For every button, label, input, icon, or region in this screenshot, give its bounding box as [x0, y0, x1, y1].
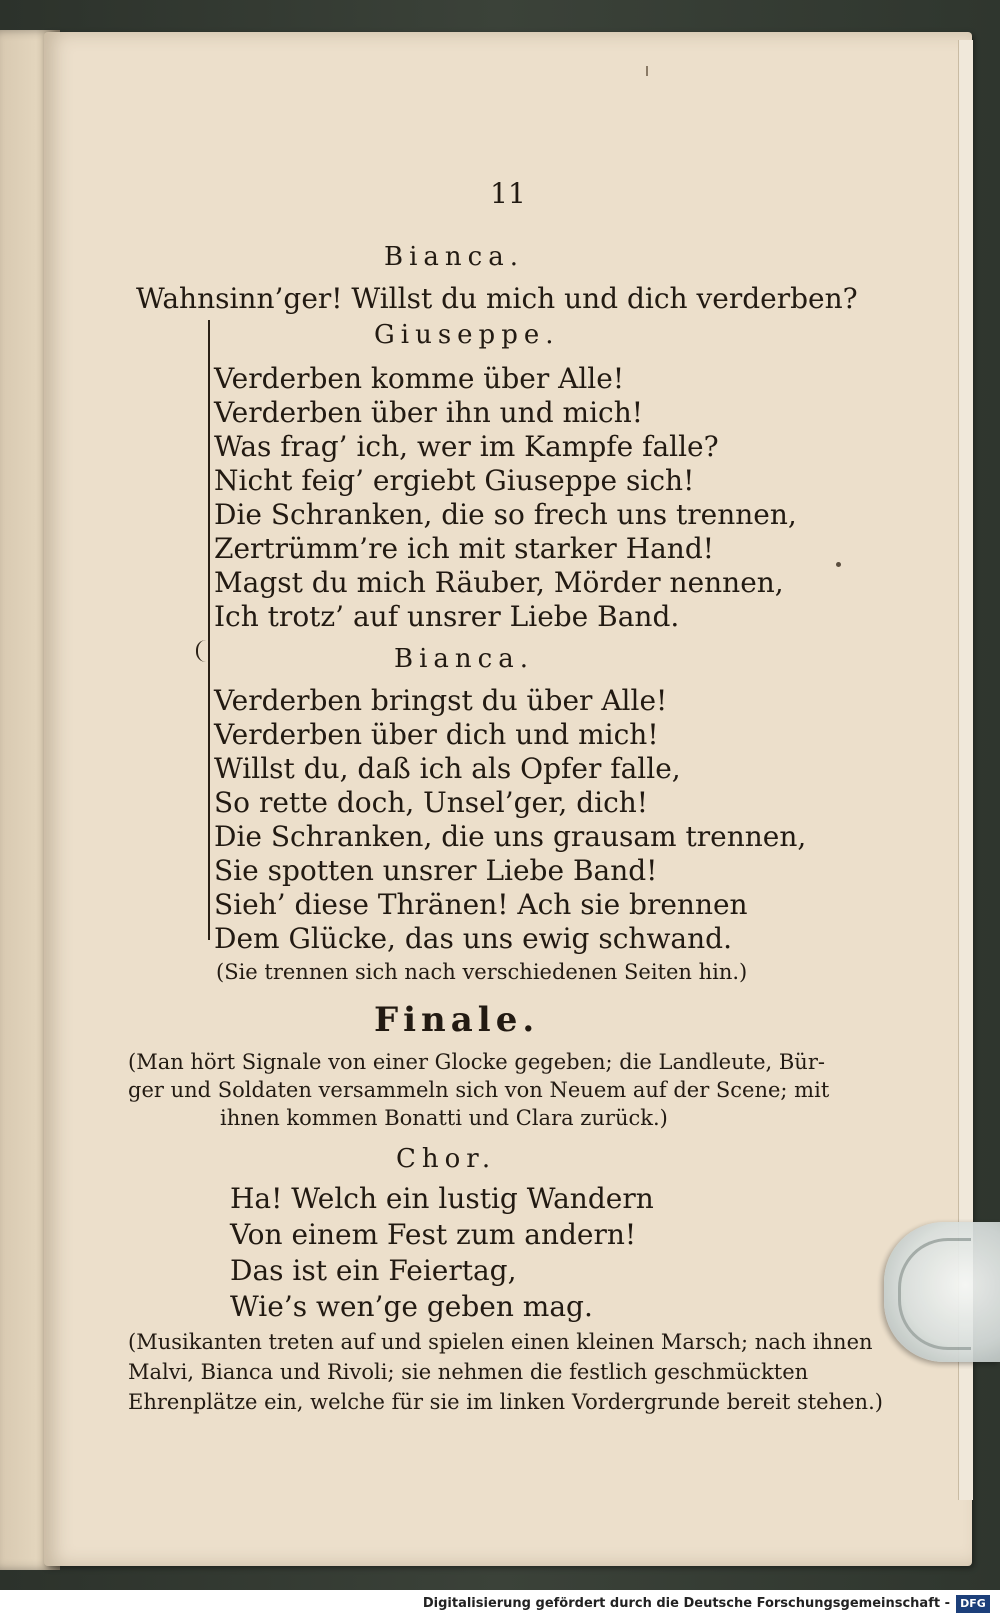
verse-line: Die Schranken, die uns grausam trennen, — [214, 820, 807, 853]
verse-line: Magst du mich Räuber, Mörder nennen, — [214, 566, 784, 599]
speaker-bianca: Bianca. — [384, 242, 524, 272]
verse-line: So rette doch, Unsel’ger, dich! — [214, 786, 649, 819]
verse-line: Wahnsinn’ger! Willst du mich und dich verderben? — [136, 282, 858, 315]
verse-line: Verderben über ihn und mich! — [214, 396, 644, 429]
verse-line: Was frag’ ich, wer im Kampfe falle? — [214, 430, 719, 463]
page-clip — [884, 1222, 1000, 1362]
verse-line: Von einem Fest zum andern! — [230, 1218, 637, 1251]
speaker-chor: Chor. — [396, 1144, 497, 1174]
verse-line: Nicht feig’ ergiebt Giuseppe sich! — [214, 464, 695, 497]
verse-line: Wie’s wen’ge geben mag. — [230, 1290, 593, 1323]
speaker-giuseppe: Giuseppe. — [374, 320, 560, 350]
footer-bar — [0, 1590, 1000, 1620]
stage-direction: Malvi, Bianca und Rivoli; sie nehmen die festlich geschmückten — [128, 1360, 809, 1384]
page-number: 11 — [490, 177, 526, 210]
verse-line: Ich trotz’ auf unsrer Liebe Band. — [214, 600, 680, 633]
stage-direction: (Musikanten treten auf und spielen einen kleinen Marsch; nach ihnen — [128, 1330, 873, 1354]
stage-direction: Ehrenplätze ein, welche für sie im linken Vordergrunde bereit stehen.) — [128, 1390, 883, 1414]
verse-line: Das ist ein Feiertag, — [230, 1254, 517, 1287]
speaker-bianca: Bianca. — [394, 644, 534, 674]
verse-line: Dem Glücke, das uns ewig schwand. — [214, 922, 732, 955]
dfg-logo: DFG — [956, 1595, 990, 1613]
stage-direction: (Man hört Signale von einer Glocke gegeben; die Landleute, Bür- — [128, 1050, 825, 1074]
footer-credit: Digitalisierung gefördert durch die Deutsche Forschungsgemeinschaft - — [422, 1596, 950, 1611]
verse-line: Zertrümm’re ich mit starker Hand! — [214, 532, 715, 565]
verse-line: Sie spotten unsrer Liebe Band! — [214, 854, 658, 887]
verse-line: Die Schranken, die so frech uns trennen, — [214, 498, 797, 531]
verse-line: Ha! Welch ein lustig Wandern — [230, 1182, 654, 1215]
book-page — [44, 32, 972, 1566]
verse-line: Verderben über dich und mich! — [214, 718, 659, 751]
verse-line: Willst du, daß ich als Opfer falle, — [214, 752, 681, 785]
verse-line: Verderben bringst du über Alle! — [214, 684, 668, 717]
print-dot — [836, 562, 841, 567]
verse-line: Sieh’ diese Thränen! Ach sie brennen — [214, 888, 748, 921]
stage-direction: (Sie trennen sich nach verschiedenen Seiten hin.) — [216, 960, 748, 984]
verse-line: Verderben komme über Alle! — [214, 362, 625, 395]
stage-direction: ger und Soldaten versammeln sich von Neuem auf der Scene; mit — [128, 1078, 830, 1102]
verse-bracket-tip — [196, 640, 210, 662]
stage-direction: ihnen kommen Bonatti und Clara zurück.) — [220, 1106, 668, 1130]
section-heading-finale: Finale. — [374, 1000, 540, 1040]
print-mark — [646, 66, 648, 76]
verse-bracket — [208, 320, 224, 940]
